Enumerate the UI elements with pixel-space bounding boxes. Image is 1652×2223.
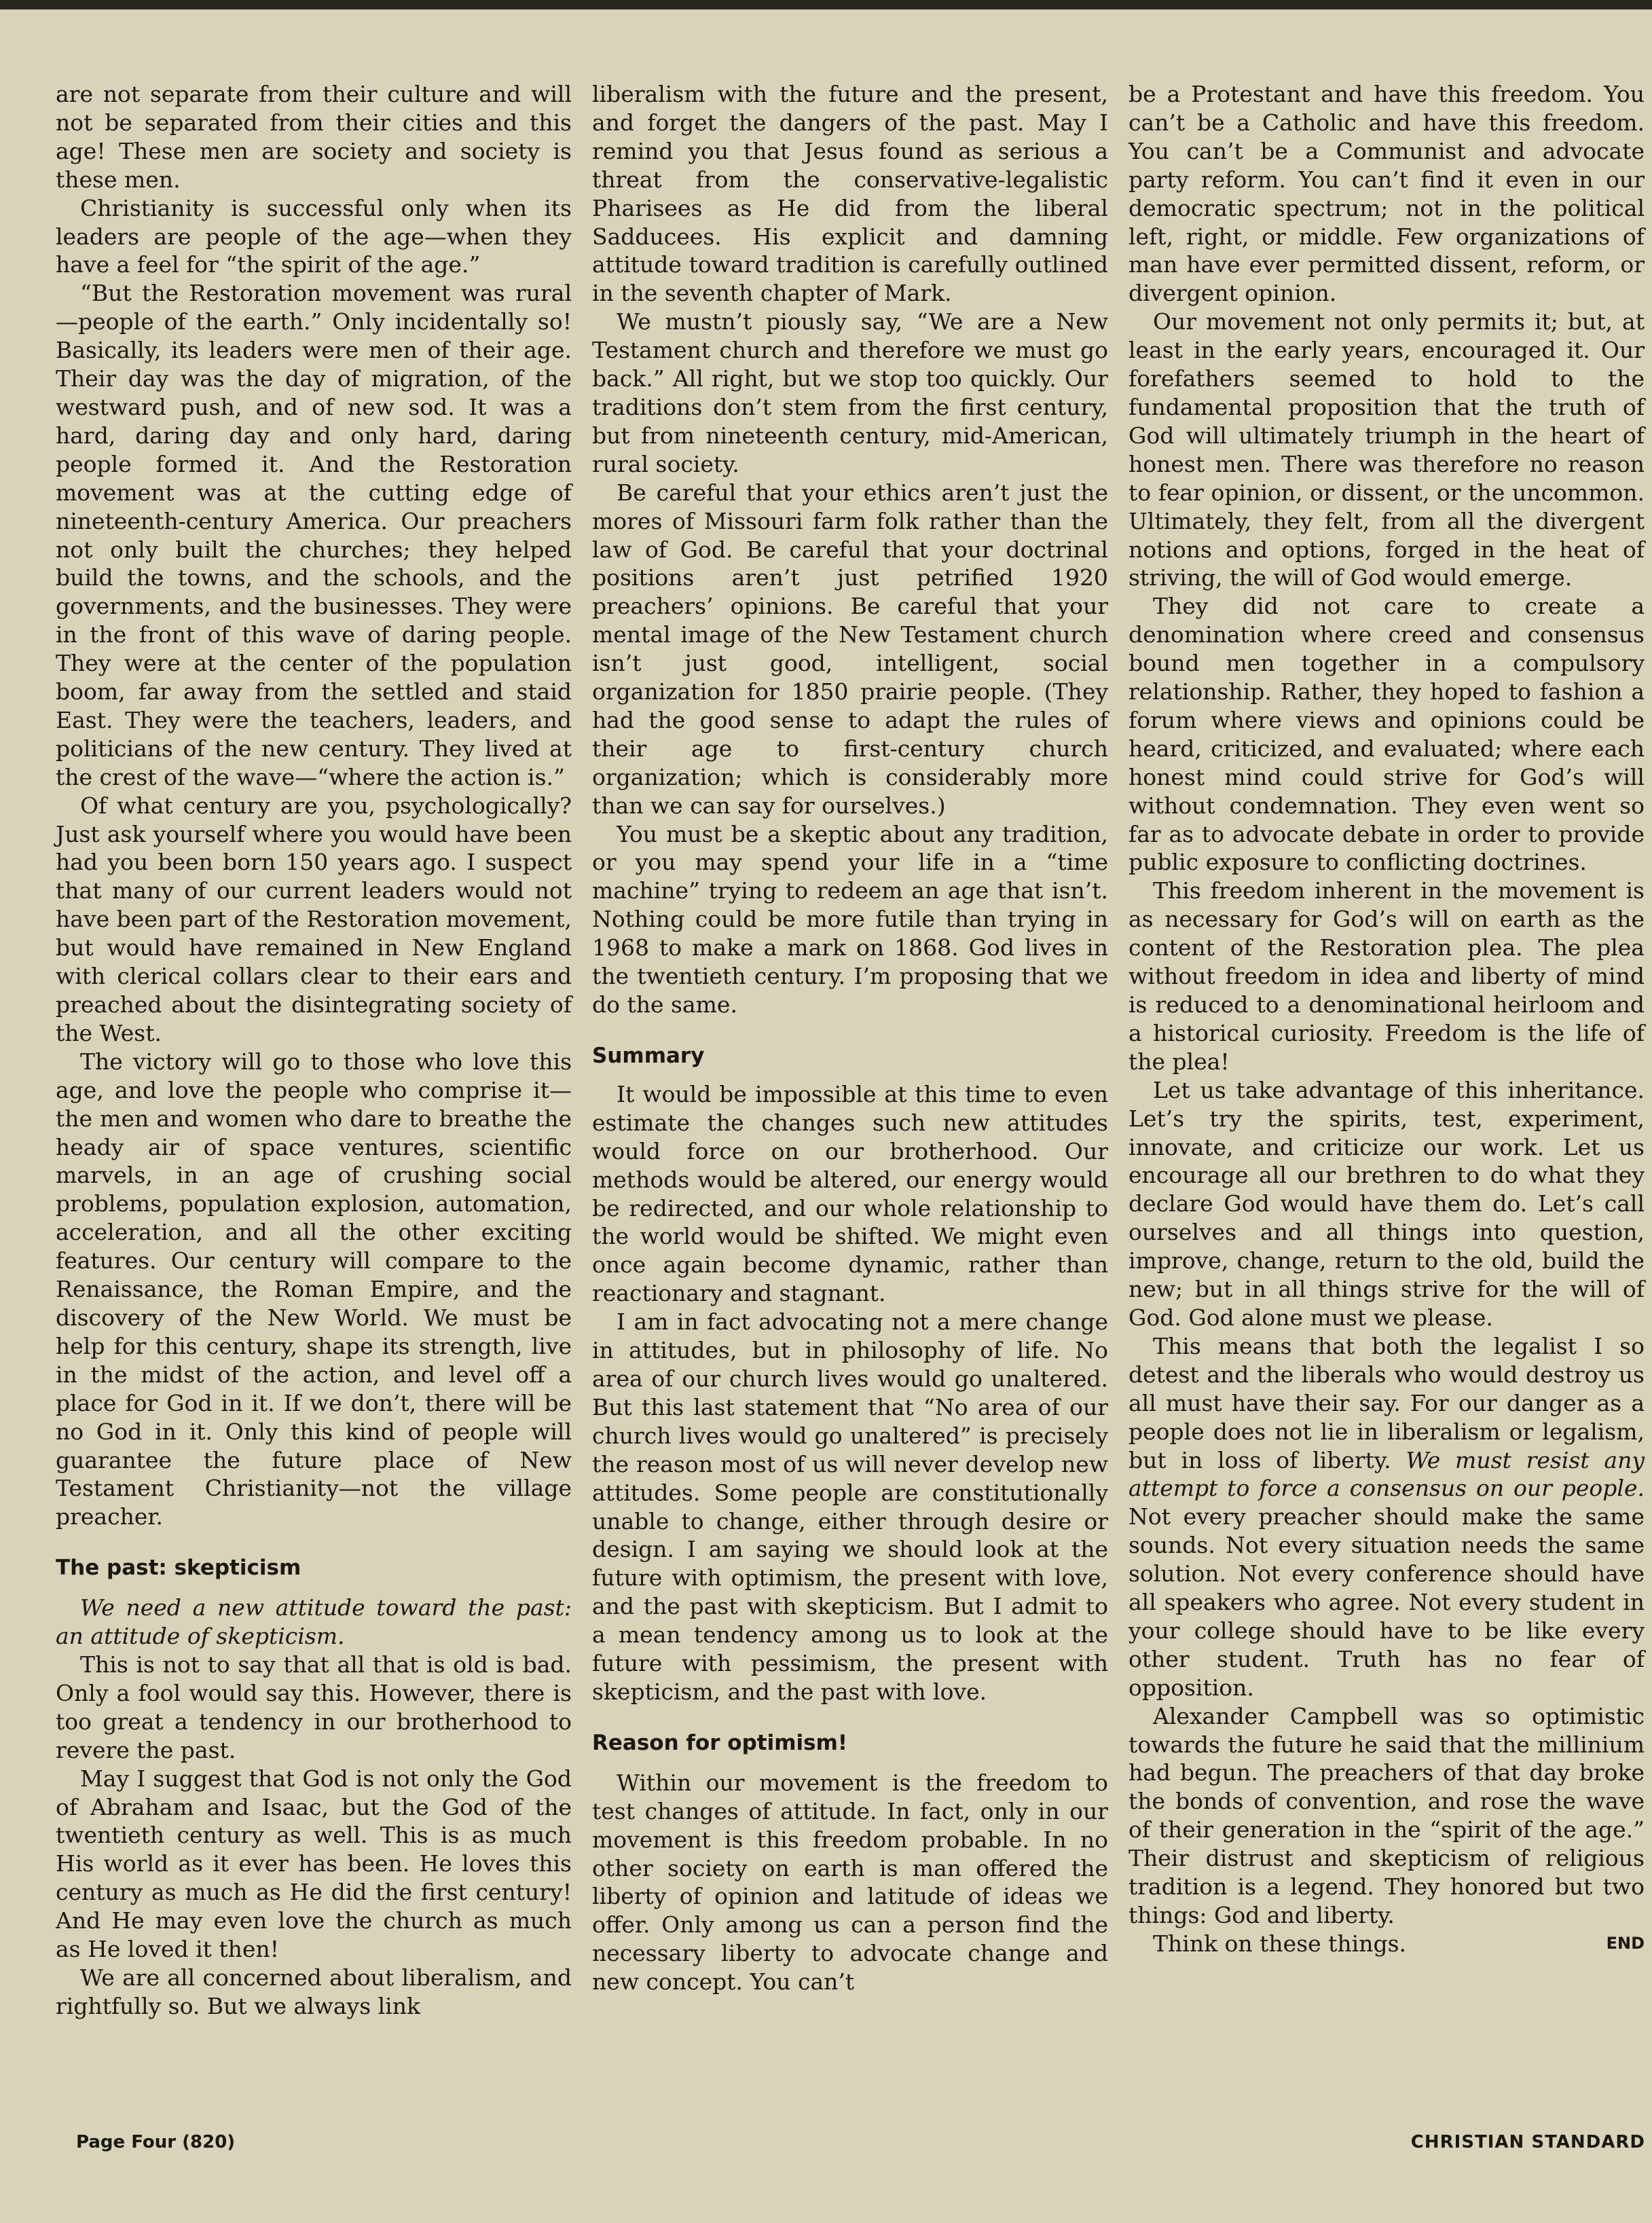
paragraph: We mustn’t piously say, “We are a New Testament church and therefore we must go back.” All right, but we stop too quickly. Our traditions don’t stem from the first century, but from nineteenth century, mid-American, rural society. (592, 308, 1108, 477)
paragraph-text: This means that both the legalist I so detest and the liberals who would destroy us all must have their say. For our danger as a people does not lie in liberalism or legalism, but in loss of liberty. (1128, 1332, 1645, 1473)
column-1 (56, 80, 572, 2021)
paragraph: We are all concerned about liberalism, and rightfully so. But we always link (56, 1964, 572, 2019)
paragraph: are not separate from their culture and will not be separated from their cities and this age! These men are society and society is these men. (56, 81, 572, 193)
page-folio: Page Four (820) (76, 2132, 236, 2152)
paragraph: You must be a skeptic about any tradition, or you may spend your life in a “time machine” trying to redeem an age that isn’t. Nothing could be more futile than trying in 1968 to make a mark on 1868. God lives in the twentieth century. I’m proposing that we do the same. (592, 820, 1108, 1018)
italic-thesis: We need a new attitude toward the past: an attitude of skepticism. (56, 1594, 572, 1650)
italic-emphasis: We must resist any attempt to force a consensus on our people. (1128, 1446, 1645, 1502)
scan-top-edge (0, 0, 1652, 10)
section-heading-reason: Reason for optimism! (592, 1730, 848, 1755)
magazine-name: CHRISTIAN STANDARD (1410, 2132, 1645, 2152)
paragraph: Our movement not only permits it; but, at least in the early years, encouraged it. Our forefathers seemed to hold to the fundamental proposition that the truth of God will ultimately triumph in the heart of honest men. There was therefore no reason to fear opinion, or dissent, or the uncommon. Ultimately, they felt, from all the divergent notions and options, forged in the heat of striving, the will of God would emerge. (1128, 308, 1645, 591)
paragraph: Let us take advantage of this inheritance. Let’s try the spirits, test, experiment, innovate, and criticize our work. Let us encourage all our brethren to do what they declare God would have them do. Let’s call ourselves and all things into question, improve, change, return to the old, build the new; but in all things strive for the will of God. God alone must we please. (1128, 1076, 1645, 1331)
column-3 (1128, 80, 1645, 1958)
paragraph: This is not to say that all that is old is bad. Only a fool would say this. However, there is too great a tendency in our brotherhood to revere the past. (56, 1651, 572, 1763)
section-heading-past: The past: skepticism (56, 1556, 301, 1581)
paragraph (1128, 1332, 1645, 1702)
paragraph: be a Protestant and have this freedom. You can’t be a Catholic and have this freedom. You can’t be a Communist and advocate party reform. You can’t find it even in our democratic spectrum; not in the political left, right, or middle. Few organizations of man have ever permitted dissent, reform, or divergent opinion. (1128, 81, 1645, 307)
section-heading-summary: Summary (592, 1043, 705, 1068)
column-2 (592, 80, 1108, 1996)
paragraph: liberalism with the future and the present, and forget the dangers of the past. May I remind you that Jesus found as serious a threat from the conservative-legalistic Pharisees as He did from the liberal Sadducees. His explicit and damning attitude toward tradition is carefully outlined in the seventh chapter of Mark. (592, 81, 1108, 307)
paragraph: Within our movement is the freedom to test changes of attitude. In fact, only in our movement is this freedom probable. In no other society on earth is man offered the liberty of opinion and latitude of ideas we offer. Only among us can a person find the necessary liberty to advocate change and new concept. You can’t (592, 1769, 1108, 1996)
paragraph-text: Not every preacher should make the same sounds. Not every situation needs the same solution. Not every conference should have all speakers who agree. Not every student in your college should have to be like every other student. Truth has no fear of opposition. (1128, 1503, 1645, 1701)
paragraph: May I suggest that God is not only the God of Abraham and Isaac, but the God of the twentieth century as well. This is as much His world as it ever has been. He loves this century as much as He did the first century! And He may even love the church as much as He loved it then! (56, 1765, 572, 1963)
paragraph: This freedom inherent in the movement is as necessary for God’s will on earth as the content of the Restoration plea. The plea without freedom in idea and liberty of mind is reduced to a denominational heirloom and a historical curiosity. Freedom is the life of the plea! (1128, 877, 1645, 1075)
end-mark: END (1606, 1933, 1645, 1953)
paragraph: It would be impossible at this time to even estimate the changes such new attitudes would force on our brotherhood. Our methods would be altered, our energy would be redirected, and our whole relationship to the world would be shifted. We might even once again become dynamic, rather than reactionary and stagnant. (592, 1080, 1108, 1307)
paragraph: The victory will go to those who love this age, and love the people who comprise it—the men and women who dare to breathe the heady air of space ventures, scientific marvels, in an age of crushing social problems, population explosion, automation, acceleration, and all the other exciting features. Our century will compare to the Renaissance, the Roman Empire, and the discovery of the New World. We must be help for this century, shape its strength, live in the midst of the action, and level off a place for God in it. If we don’t, there will be no God in it. Only this kind of people will guarantee the future place of New Testament Christianity—not the village preacher. (56, 1048, 572, 1530)
paragraph: They did not care to create a denomination where creed and consensus bound men together in a compulsory relationship. Rather, they hoped to fashion a forum where views and opinions could be heard, criticized, and evaluated; where each honest mind could strive for God’s will without condemnation. They even went so far as to advocate debate in order to provide public exposure to conflicting doctrines. (1128, 593, 1645, 876)
paragraph: “But the Restoration movement was rural—people of the earth.” Only incidentally so! Basically, its leaders were men of their age. Their day was the day of migration, of the westward push, and of new sod. It was a hard, daring day and only hard, daring people formed it. And the Restoration movement was at the cutting edge of nineteenth-century America. Our preachers not only built the churches; they helped build the towns, and the schools, and the governments, and the businesses. They were in the front of this wave of daring people. They were at the center of the population boom, far away from the settled and staid East. They were the teachers, leaders, and politicians of the new century. They lived at the crest of the wave—“where the action is.” (56, 280, 572, 790)
paragraph: Be careful that your ethics aren’t just the mores of Missouri farm folk rather than the law of God. Be careful that your doctrinal positions aren’t just petrified 1920 preachers’ opinions. Be careful that your mental image of the New Testament church isn’t just good, intelligent, social organization for 1850 prairie people. (They had the good sense to adapt the rules of their age to first-century church organization; which is considerably more than we can say for ourselves.) (592, 479, 1108, 819)
paragraph: Of what century are you, psychologically? Just ask yourself where you would have been had you been born 150 years ago. I suspect that many of our current leaders would not have been part of the Restoration movement, but would have remained in New England with clerical collars clear to their ears and preached about the disintegrating society of the West. (56, 792, 572, 1046)
paragraph: Alexander Campbell was so optimistic towards the future he said that the millinium had begun. The preachers of that day broke the bonds of convention, and rose the wave of their generation in the “spirit of the age.” Their distrust and skepticism of religious tradition is a legend. They honored but two things: God and liberty. (1128, 1702, 1645, 1928)
paragraph: Christianity is successful only when its leaders are people of the age—when they have a feel for “the spirit of the age.” (56, 194, 572, 278)
closing-text: Think on these things. (1153, 1930, 1407, 1957)
paragraph: I am in fact advocating not a mere change in attitudes, but in philosophy of life. No area of our church lives would go unaltered. But this last statement that “No area of our church lives would go unaltered” is precisely the reason most of us will never develop new attitudes. Some people are constitutionally unable to change, either through desire or design. I am saying we should look at the future with optimism, the present with love, and the past with skepticism. But I admit to a mean tendency among us to look at the future with pessimism, the present with skepticism, and the past with love. (592, 1308, 1108, 1705)
closing-line (1128, 1930, 1645, 1958)
